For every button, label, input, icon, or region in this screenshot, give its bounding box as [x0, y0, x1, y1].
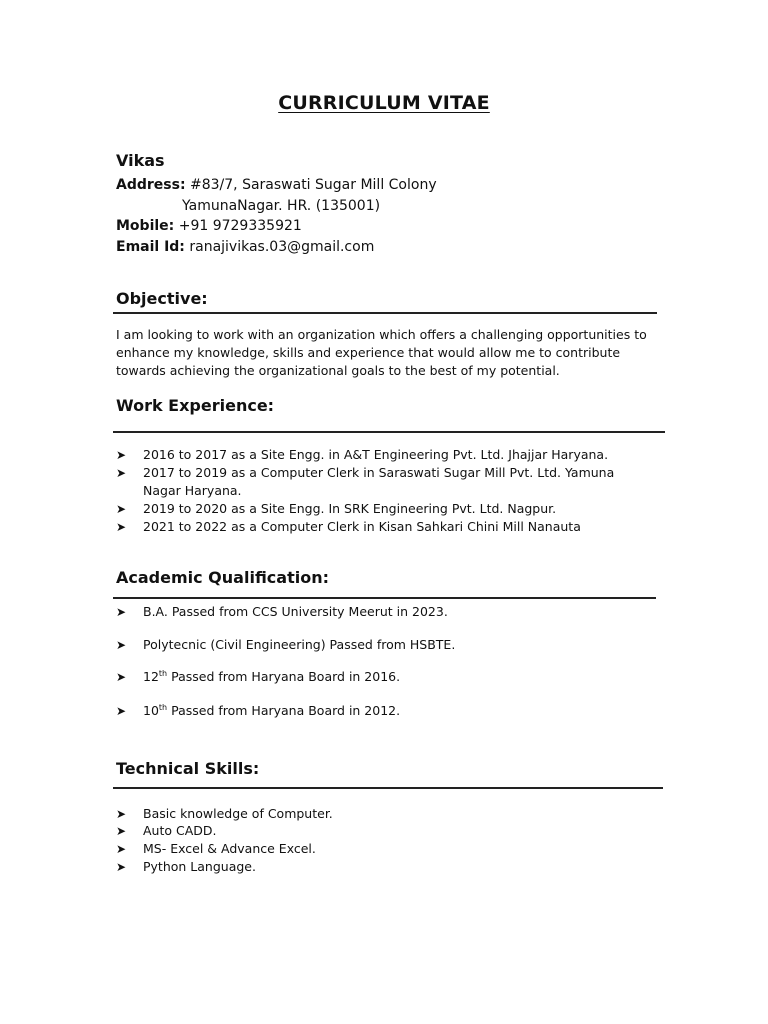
document-title: CURRICULUM VITAE — [278, 92, 490, 114]
arrow-bullet-icon: ➤ — [116, 466, 127, 480]
technical-skills-heading: Technical Skills: — [116, 759, 260, 778]
candidate-name: Vikas — [116, 151, 165, 170]
objective-line: I am looking to work with an organization which offers a challenging opportunities to — [116, 327, 647, 342]
arrow-bullet-icon: ➤ — [116, 670, 127, 684]
work-experience-divider — [113, 431, 665, 433]
arrow-bullet-icon: ➤ — [116, 520, 127, 534]
mobile-label: Mobile: — [116, 218, 175, 234]
arrow-bullet-icon: ➤ — [116, 704, 127, 718]
arrow-bullet-icon: ➤ — [116, 502, 127, 516]
objective-paragraph — [116, 326, 661, 380]
email-value: ranajivikas.03@gmail.com — [189, 239, 375, 255]
mobile-line — [116, 217, 302, 235]
academic-heading: Academic Qualification: — [116, 568, 329, 587]
work-experience-heading: Work Experience: — [116, 396, 275, 415]
technical-skills-divider — [113, 787, 663, 789]
email-line — [116, 238, 374, 256]
cv-page: CURRICULUM VITAE Vikas Address: #83/7, Saraswati Sugar Mill Colony YamunaNagar. HR. (135001) Mobile: +91 9729335921 Email Id: ranajivikas.03@gmail.com Objective: I am looking to work with an organization which offers a challenging opportunities to enhance my knowledge, skills and experience that would allow me to contribute towards achieving the organizational goals to the best of my potential. Work Experience: ➤ 2016 to 2017 as a Site Engg. in A&T Engineering Pvt. Ltd. Jhajjar Haryana. ➤ 2017 to 2019 as a Computer Clerk in Saraswati Sugar Mill Pvt. Ltd. Yamuna Nagar Haryana. ➤ 2019 to 2020 as a Site Engg. In SRK Engineering Pvt. Ltd. Nagpur. ➤ 2021 to 2022 as a Computer Clerk in Kisan Sahkari Chini Mill Nanauta Academic Qualification: ➤ B.A. Passed from CCS University Meerut in 2023. ➤ Polytecnic (Civil Engineering) Passed from HSBTE. ➤ 12th Passed from Haryana Board in 2016. ➤ 10th Passed from Haryana Board in 2012. Technical Skills: ➤ Basic knowledge of Computer. ➤ Auto CADD. ➤ MS- Excel & Advance Excel. ➤ Python Language. — [0, 0, 768, 1024]
academic-divider — [113, 597, 656, 599]
arrow-bullet-icon: ➤ — [116, 638, 127, 652]
arrow-bullet-icon: ➤ — [116, 605, 127, 619]
objective-line: towards achieving the organizational goals to the best of my potential. — [116, 363, 560, 378]
arrow-bullet-icon: ➤ — [116, 842, 127, 856]
arrow-bullet-icon: ➤ — [116, 824, 127, 838]
objective-heading: Objective: — [116, 289, 208, 308]
objective-line: enhance my knowledge, skills and experience that would allow me to contribute — [116, 345, 621, 360]
address-line-2: YamunaNagar. HR. (135001) — [182, 198, 381, 214]
objective-divider — [113, 312, 657, 314]
arrow-bullet-icon: ➤ — [116, 807, 127, 821]
arrow-bullet-icon: ➤ — [116, 448, 127, 462]
email-label: Email Id: — [116, 239, 185, 255]
address-value: #83/7, Saraswati Sugar Mill Colony — [190, 177, 437, 193]
arrow-bullet-icon: ➤ — [116, 860, 127, 874]
address-line — [116, 176, 437, 194]
mobile-value: +91 9729335921 — [178, 218, 302, 234]
address-label: Address: — [116, 177, 186, 193]
